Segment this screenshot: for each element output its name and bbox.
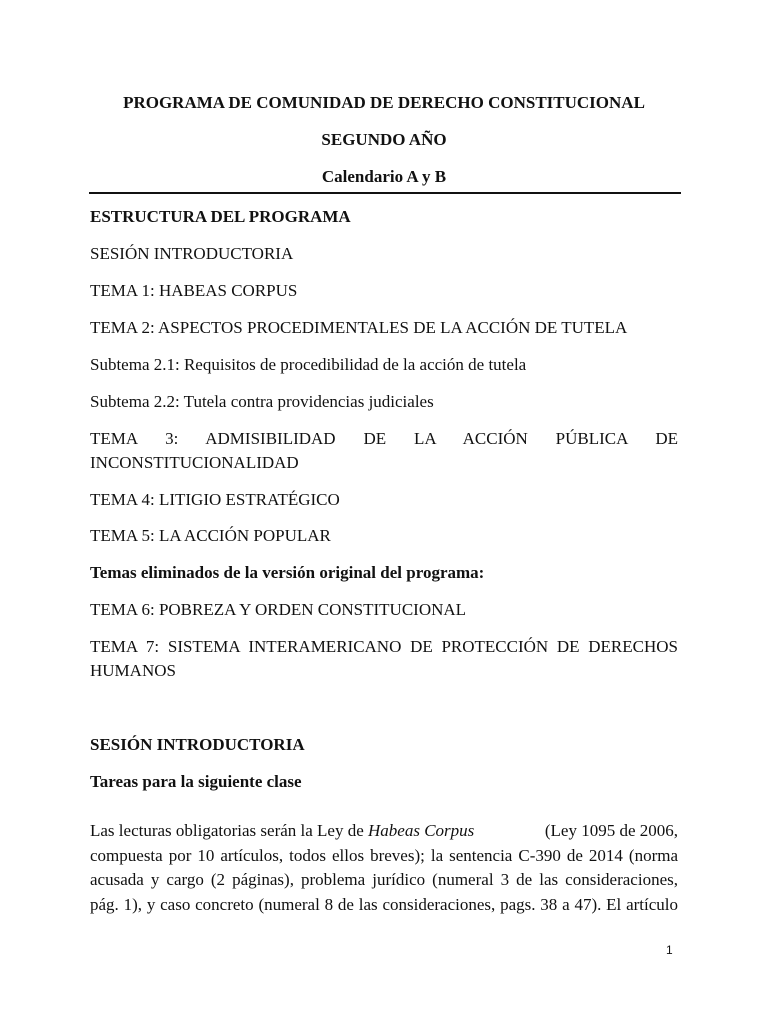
paragraph-line-1-start bbox=[90, 819, 474, 844]
document-year: SEGUNDO AÑO bbox=[321, 130, 447, 149]
document-title: PROGRAMA DE COMUNIDAD DE DERECHO CONSTITUCIONAL bbox=[123, 93, 645, 112]
intro-session-heading: SESIÓN INTRODUCTORIA bbox=[90, 735, 305, 754]
intro-session-paragraph bbox=[90, 819, 678, 917]
paragraph-text: Las lecturas obligatorias serán la Ley de bbox=[90, 821, 369, 840]
structure-item-tema6: TEMA 6: POBREZA Y ORDEN CONSTITUCIONAL bbox=[90, 600, 467, 619]
structure-item-tema4: TEMA 4: LITIGIO ESTRATÉGICO bbox=[90, 490, 340, 509]
structure-item-intro: SESIÓN INTRODUCTORIA bbox=[90, 244, 294, 263]
paragraph-line-1-end: (Ley 1095 de 2006, bbox=[544, 821, 678, 840]
intro-session-subheading: Tareas para la siguiente clase bbox=[90, 772, 302, 791]
structure-item-tema5: TEMA 5: LA ACCIÓN POPULAR bbox=[90, 526, 331, 545]
structure-heading: ESTRUCTURA DEL PROGRAMA bbox=[90, 207, 351, 226]
structure-item-subtema22: Subtema 2.2: Tutela contra providencias judiciales bbox=[90, 392, 434, 411]
page-number: 1 bbox=[666, 943, 673, 957]
structure-item-tema2: TEMA 2: ASPECTOS PROCEDIMENTALES DE LA ACCIÓN DE TUTELA bbox=[90, 318, 628, 337]
structure-item-tema3-line2: INCONSTITUCIONALIDAD bbox=[90, 453, 299, 472]
paragraph-line-1 bbox=[90, 819, 678, 844]
paragraph-line-2: compuesta por 10 artículos, todos ellos breves); la sentencia C-390 de 2014 (norma bbox=[90, 845, 678, 865]
structure-item-tema7-line2: HUMANOS bbox=[90, 661, 176, 680]
structure-item-tema7-line1: TEMA 7: SISTEMA INTERAMERICANO DE PROTECCIÓN DE DERECHOS bbox=[90, 637, 678, 656]
header-divider bbox=[89, 192, 681, 194]
paragraph-italic-term: Habeas Corpus bbox=[368, 821, 475, 840]
eliminated-heading: Temas eliminados de la versión original del programa: bbox=[90, 563, 485, 582]
paragraph-line-4: pág. 1), y caso concreto (numeral 8 de las consideraciones, pags. 38 a 47). El artículo bbox=[90, 894, 678, 914]
structure-item-subtema21: Subtema 2.1: Requisitos de procedibilidad de la acción de tutela bbox=[90, 355, 527, 374]
structure-item-tema3-line1: TEMA 3: ADMISIBILIDAD DE LA ACCIÓN PÚBLICA DE bbox=[90, 429, 678, 448]
paragraph-line-3: acusada y cargo (2 páginas), problema jurídico (numeral 3 de las consideraciones, bbox=[90, 870, 678, 889]
document-calendar: Calendario A y B bbox=[321, 167, 447, 186]
structure-item-tema1: TEMA 1: HABEAS CORPUS bbox=[90, 281, 298, 300]
